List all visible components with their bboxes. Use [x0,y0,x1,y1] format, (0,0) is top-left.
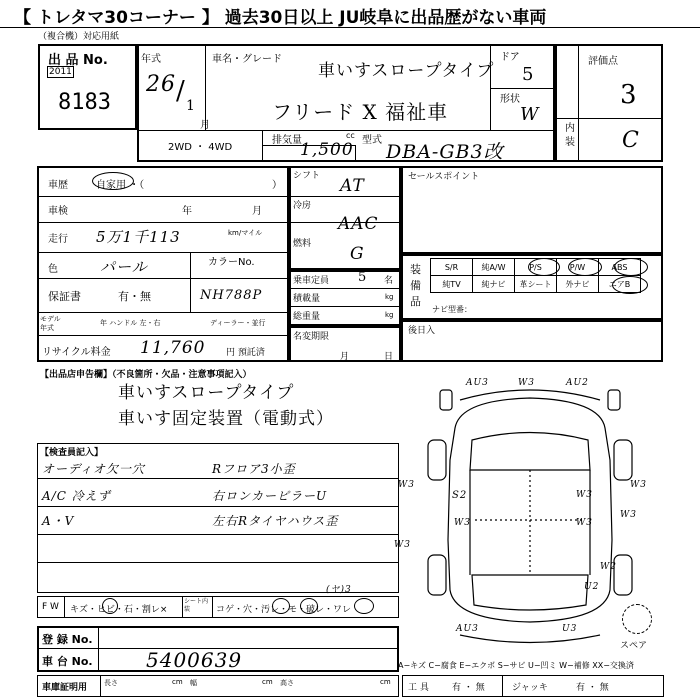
year-slash: / [176,76,185,106]
cert-box [37,675,399,697]
equip-leather: 革シート [515,276,557,293]
month-unit: 月 [200,120,210,131]
mark-11: U2 [584,582,600,592]
mark-2: W3 [518,378,535,388]
sheet-circle-2 [300,598,318,614]
inspector-note-right-1: Rフロア3小歪 [212,462,296,476]
inspector-note-right-3: 左右Rタイヤハウス歪 [212,514,339,528]
model-value: DBA-GB3改 [386,141,504,163]
recycle-label: リサイクル料金 [42,347,111,358]
month-value: 1 [186,98,196,114]
equip-airbag: エアB [599,276,641,293]
displacement-label: 排気量 [272,135,302,146]
nav-model-label: ナビ型番： [432,305,472,314]
mark-1: AU3 [466,378,489,388]
fuel-label: 燃料 [293,239,312,249]
fw-label: F W [42,602,59,612]
shift-label: シフト [293,171,321,181]
shape-label: 形状 [500,94,520,105]
fw-options: キズ・ヒビ・石・割レ× [70,605,168,615]
abs-circle [614,258,648,276]
displacement-value: 1,500 [300,140,354,160]
airbag-circle [612,276,648,294]
cert-cm-3: cm [380,678,391,686]
score-label: 評価点 [588,56,618,67]
handle-label: 年 ハンドル 左・右 [100,319,161,327]
shift-value: AT [340,176,365,196]
spare-tire-icon [622,604,652,634]
sheet-circle-3 [354,598,374,614]
chassis-label: 車 台 No. [42,655,93,668]
displacement-unit: cc [346,131,355,140]
equip-pw: P/W [557,259,599,276]
door-value: 5 [522,64,535,85]
equip-tv: 純TV [431,276,473,293]
shape-value: W [520,104,540,125]
capacity-value: 5 [358,270,368,285]
inspector-label: 【検査員記入】 [40,448,104,458]
mark-4: W3 [398,480,415,490]
hibi-circle [102,598,118,614]
color-no-label: カラーNo. [208,257,255,268]
jack-label: ジャッキ [512,683,548,693]
spare-label: スペア [620,641,648,651]
mark-8: W3 [576,490,593,500]
inspection-label: 車検 [48,206,68,217]
chassis-value: 5400639 [146,648,243,672]
tools-value: 有 ・ 無 [452,683,485,693]
mark-14: W3 [620,510,637,520]
later-input-box [401,320,663,362]
later-input-label: 後日入 [408,326,436,336]
mileage-value: 5万1千113 [96,228,181,246]
model-label: 型式 [362,135,382,146]
recycle-value: 11,760 [140,338,206,358]
declaration-label: 【出品店申告欄】（不良箇所・欠品・注意事項記入） [40,370,252,380]
cert-cm-1: cm [172,678,183,686]
tools-label: 工 具 [408,683,429,693]
cert-label: 車庫証明用 [42,683,88,693]
declaration-line1: 車いすスロープタイプ [118,383,295,403]
capacity-label: 乗車定員 [293,276,330,286]
mark-10: W3 [630,480,647,490]
mark-7: W3 [394,540,411,550]
capacity-unit: 名 [384,276,394,286]
cooling-value: AAC [338,214,379,234]
inspector-note-right-2: 右ロンカーピラーU [212,489,328,503]
equip-ps: P/S [515,259,557,276]
score-value: 3 [620,80,638,110]
expiry-day: 日 [384,352,394,362]
history-value: 自家用 ・（ [96,180,145,191]
sheet-label: シート内装 [184,598,209,613]
inspector-note-left-3: A・V [42,514,75,528]
name-line1: 車いすスロープタイプ [318,61,495,81]
year-label: 年式 [141,54,161,65]
model-year-label: モデル年式 [40,315,61,332]
inspector-note-left-2: A/C 冷えず [42,489,111,503]
fw-note: (ヤ)3 [326,585,352,595]
lot-number: 8183 [58,90,111,115]
declaration-line2: 車いす固定装置（電動式） [118,409,334,429]
history-close: ） [272,180,282,191]
dealer-label: ディーラー・並行 [210,319,266,327]
equip-ext-navi: 外ナビ [557,276,599,293]
damage-legend: A−キズ C−腐食 E−エクボ S−サビ U−凹ミ W−補修 XX−交換済 [398,661,634,670]
inspection-month: 月 [252,206,262,217]
ps-circle [528,258,560,276]
jack-value: 有 ・ 無 [576,683,609,693]
recycle-unit: 円 預託済 [226,348,265,358]
reg-label: 登 録 No. [42,633,93,646]
drive-label: 2WD ・ 4WD [168,142,233,153]
color-label: 色 [48,264,58,275]
cert-long: 長さ [104,679,118,687]
cooling-label: 冷房 [293,201,312,211]
mark-12: AU3 [456,624,479,634]
expiry-label: 名変期限 [293,332,330,342]
mark-9: W3 [576,518,593,528]
load-unit: kg [385,293,394,301]
history-label: 車歴 [48,180,68,191]
mileage-label: 走行 [48,234,68,245]
equip-aw: 純A/W [473,259,515,276]
lot-label: 出 品 No. [48,53,108,68]
name-label: 車名・グレード [212,54,282,65]
equipment-label: 装備品 [410,263,421,308]
sales-point-label: セールスポイント [408,172,480,182]
fuel-value: G [350,244,365,264]
sheet-circle-1 [272,598,290,614]
header-bar [0,0,700,28]
inspection-year: 年 [182,206,192,217]
color-no-value: NH788P [200,288,263,303]
interior-label: 内装 [565,123,575,148]
equip-abs: ABS [599,259,641,276]
cert-height: 高さ [280,679,294,687]
lot-year-box: 2011 [49,67,72,77]
lot-box [38,44,137,130]
warranty-label: 保証書 [48,290,81,303]
interior-value: C [622,128,640,153]
equip-navi: 純ナビ [473,276,515,293]
inspector-note-left-1: オーディオ欠一穴 [42,462,146,476]
mark-3: AU2 [566,378,589,388]
mark-5: S2 [452,490,468,501]
pw-circle [568,258,602,276]
sub-header: （複合機）対応用紙 [38,32,120,42]
load-label: 積載量 [293,294,321,304]
expiry-month: 月 [340,352,350,362]
color-value: パール [100,258,148,276]
gross-label: 総重量 [293,312,321,322]
header-title: 【 トレタマ30コーナー 】 過去30日以上 JU岐阜に出品歴がない車両 [14,8,547,28]
mark-15: W2 [600,562,617,572]
name-line2: フリード X 福祉車 [272,100,449,124]
warranty-value: 有・無 [118,290,151,303]
mileage-unit: km/マイル [228,229,263,237]
cert-cm-2: cm [262,678,273,686]
private-use-circle [92,172,134,190]
cert-width: 幅 [190,679,197,687]
mark-13: U3 [562,624,578,634]
mark-6: W3 [454,518,471,528]
door-label: ドア [500,52,520,63]
equip-sr: S/R [431,259,473,276]
year-value: 26 [146,72,176,97]
gross-unit: kg [385,311,394,319]
sheet-options: コゲ・穴・汚レ・モ・破レ・ワレ [216,605,352,615]
